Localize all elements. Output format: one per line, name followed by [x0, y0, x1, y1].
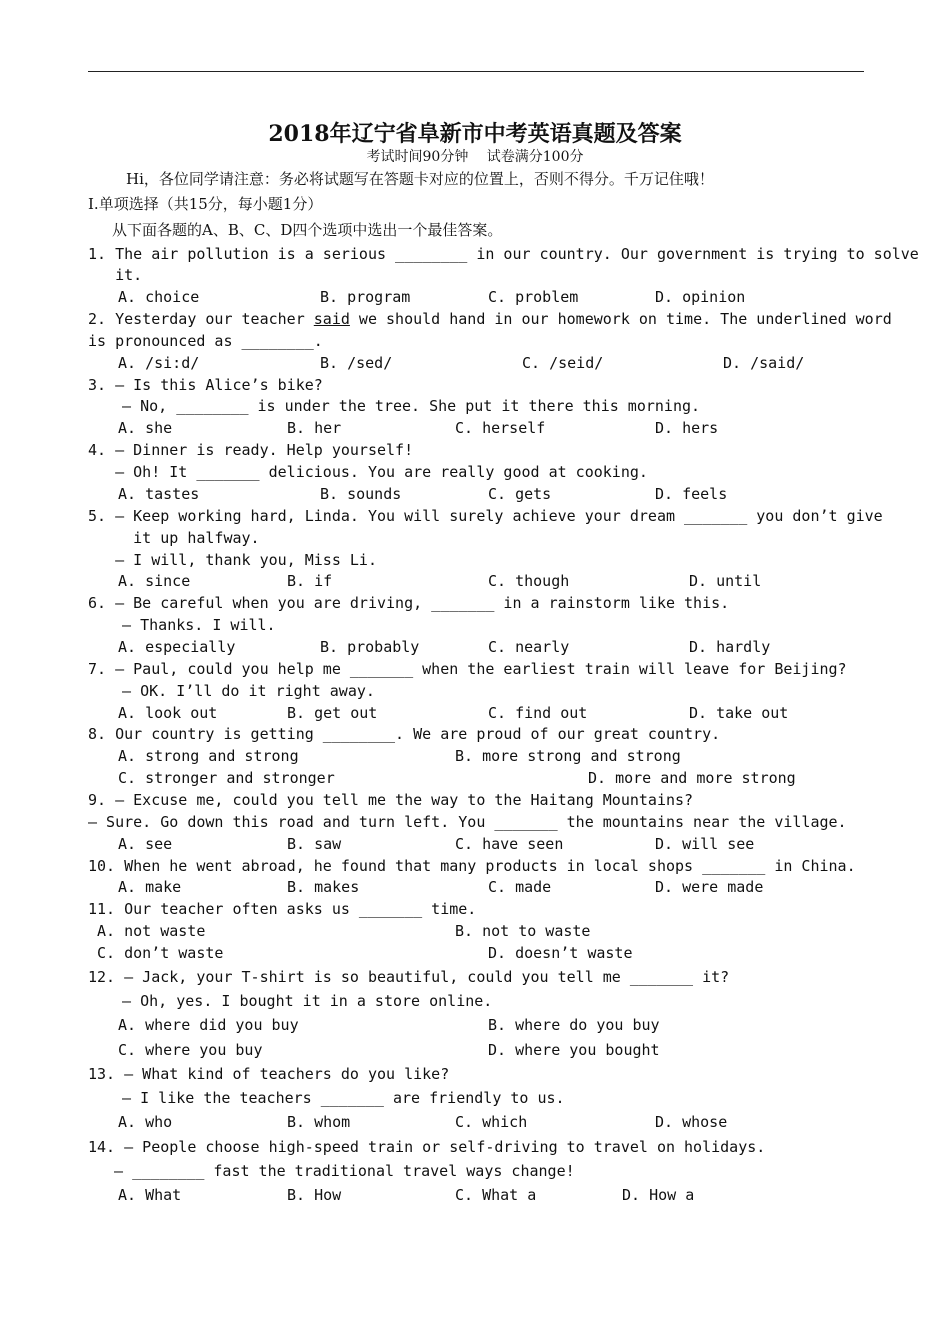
q10-option-a: A. make [118, 878, 182, 896]
q3-option-c: C. herself [455, 419, 546, 437]
q2-line-1 [88, 309, 892, 329]
q5-line-2: it up halfway. [88, 529, 260, 547]
q3-option-a: A. she [118, 419, 173, 437]
q13-option-c: C. which [455, 1113, 528, 1131]
q12-option-c: C. where you buy [118, 1041, 263, 1059]
q11-option-b: B. not to waste [455, 922, 591, 940]
q14-option-d: D. How a [622, 1186, 695, 1204]
q1-line-2: it. [88, 266, 143, 284]
q8-option-d: D. more and more strong [588, 769, 796, 787]
q2-underlined-word: said [313, 310, 350, 328]
q8-option-a: A. strong and strong [118, 747, 299, 765]
q5-option-a: A. since [118, 572, 191, 590]
q2-option-b: B. /sed/ [320, 354, 393, 372]
q9-option-d: D. will see [655, 835, 755, 853]
q4-option-b: B. sounds [320, 485, 402, 503]
q11-option-a: A. not waste [97, 922, 206, 940]
q11-option-d: D. doesn’t waste [488, 944, 633, 962]
q2-text-after: we should hand in our homework on time. The underlined word [349, 310, 892, 328]
q6-option-a: A. especially [118, 638, 236, 656]
exam-info: 考试时间90分钟 试卷满分100分 [366, 149, 584, 165]
q4-line-2: – Oh! It _______ delicious. You are really good at cooking. [88, 463, 648, 481]
q12-line-1: 12. – Jack, your T-shirt is so beautiful, could you tell me _______ it? [88, 968, 730, 986]
q12-option-d: D. where you bought [488, 1041, 660, 1059]
q13-option-d: D. whose [655, 1113, 728, 1131]
q14-option-c: C. What a [455, 1186, 537, 1204]
q5-line-1: 5. – Keep working hard, Linda. You will surely achieve your dream _______ you don’t give [88, 507, 883, 525]
q5-option-c: C. though [488, 572, 570, 590]
q8-line-1: 8. Our country is getting ________. We are proud of our great country. [88, 725, 721, 743]
q1-line-1: 1. The air pollution is a serious ________ in our country. Our government is trying to solve [88, 245, 919, 263]
q6-line-2: – Thanks. I will. [104, 616, 276, 634]
q12-option-a: A. where did you buy [118, 1016, 299, 1034]
q9-option-a: A. see [118, 835, 173, 853]
q6-line-1: 6. – Be careful when you are driving, _______ in a rainstorm like this. [88, 594, 730, 612]
q4-option-c: C. gets [488, 485, 552, 503]
q11-line-1: 11. Our teacher often asks us _______ time. [88, 900, 477, 918]
section-heading: Ⅰ.单项选择（共15分，每小题1分） [88, 195, 323, 213]
q8-option-b: B. more strong and strong [455, 747, 681, 765]
q4-option-a: A. tastes [118, 485, 200, 503]
q7-line-2: – OK. I’ll do it right away. [104, 682, 375, 700]
q12-option-b: B. where do you buy [488, 1016, 660, 1034]
q13-option-b: B. whom [287, 1113, 351, 1131]
q2-option-c: C. /seid/ [522, 354, 604, 372]
q7-option-b: B. get out [287, 704, 378, 722]
q6-option-c: C. nearly [488, 638, 570, 656]
q8-option-c: C. stronger and stronger [118, 769, 335, 787]
q13-option-a: A. who [118, 1113, 173, 1131]
q1-option-c: C. problem [488, 288, 579, 306]
q5-line-3: – I will, thank you, Miss Li. [88, 551, 377, 569]
q6-option-b: B. probably [320, 638, 420, 656]
q10-option-b: B. makes [287, 878, 360, 896]
notice: Hi，各位同学请注意：务必将试题写在答题卡对应的位置上，否则不得分。千万记住哦！ [126, 170, 714, 188]
q6-option-d: D. hardly [689, 638, 771, 656]
q2-text-before: 2. Yesterday our teacher [88, 310, 314, 328]
q14-option-a: A. What [118, 1186, 182, 1204]
q1-option-b: B. program [320, 288, 411, 306]
q2-option-a: A. /si:d/ [118, 354, 200, 372]
q4-line-1: 4. – Dinner is ready. Help yourself! [88, 441, 414, 459]
q3-option-d: D. hers [655, 419, 719, 437]
q2-line-2: is pronounced as ________. [88, 332, 323, 350]
q9-line-2: – Sure. Go down this road and turn left. You _______ the mountains near the village. [88, 813, 847, 831]
q4-option-d: D. feels [655, 485, 728, 503]
q3-line-1: 3. – Is this Alice’s bike? [88, 376, 323, 394]
page-title: 2018年辽宁省阜新市中考英语真题及答案 [268, 121, 682, 147]
top-rule [88, 71, 864, 72]
q7-option-d: D. take out [689, 704, 789, 722]
q1-option-a: A. choice [118, 288, 200, 306]
q5-option-d: D. until [689, 572, 762, 590]
q5-option-b: B. if [287, 572, 333, 590]
q12-line-2: – Oh, yes. I bought it in a store online. [104, 992, 493, 1010]
q9-option-b: B. saw [287, 835, 342, 853]
q9-option-c: C. have seen [455, 835, 564, 853]
q2-option-d: D. /said/ [723, 354, 805, 372]
q10-line-1: 10. When he went abroad, he found that many products in local shops _______ in China. [88, 857, 856, 875]
q7-option-a: A. look out [118, 704, 218, 722]
q10-option-d: D. were made [655, 878, 764, 896]
section-instruction: 从下面各题的A、B、C、D四个选项中选出一个最佳答案。 [112, 221, 503, 239]
q11-option-c: C. don’t waste [97, 944, 224, 962]
q14-line-1: 14. – People choose high-speed train or self-driving to travel on holidays. [88, 1138, 766, 1156]
q9-line-1: 9. – Excuse me, could you tell me the way to the Haitang Mountains? [88, 791, 694, 809]
q1-option-d: D. opinion [655, 288, 746, 306]
q13-line-2: – I like the teachers _______ are friendly to us. [104, 1089, 565, 1107]
q3-line-2: – No, ________ is under the tree. She put it there this morning. [104, 397, 701, 415]
q14-line-2: – ________ fast the traditional travel ways change! [96, 1162, 575, 1180]
q13-line-1: 13. – What kind of teachers do you like? [88, 1065, 450, 1083]
q7-option-c: C. find out [488, 704, 588, 722]
q10-option-c: C. made [488, 878, 552, 896]
q7-line-1: 7. – Paul, could you help me _______ when the earliest train will leave for Beijing? [88, 660, 847, 678]
q14-option-b: B. How [287, 1186, 342, 1204]
q3-option-b: B. her [287, 419, 342, 437]
